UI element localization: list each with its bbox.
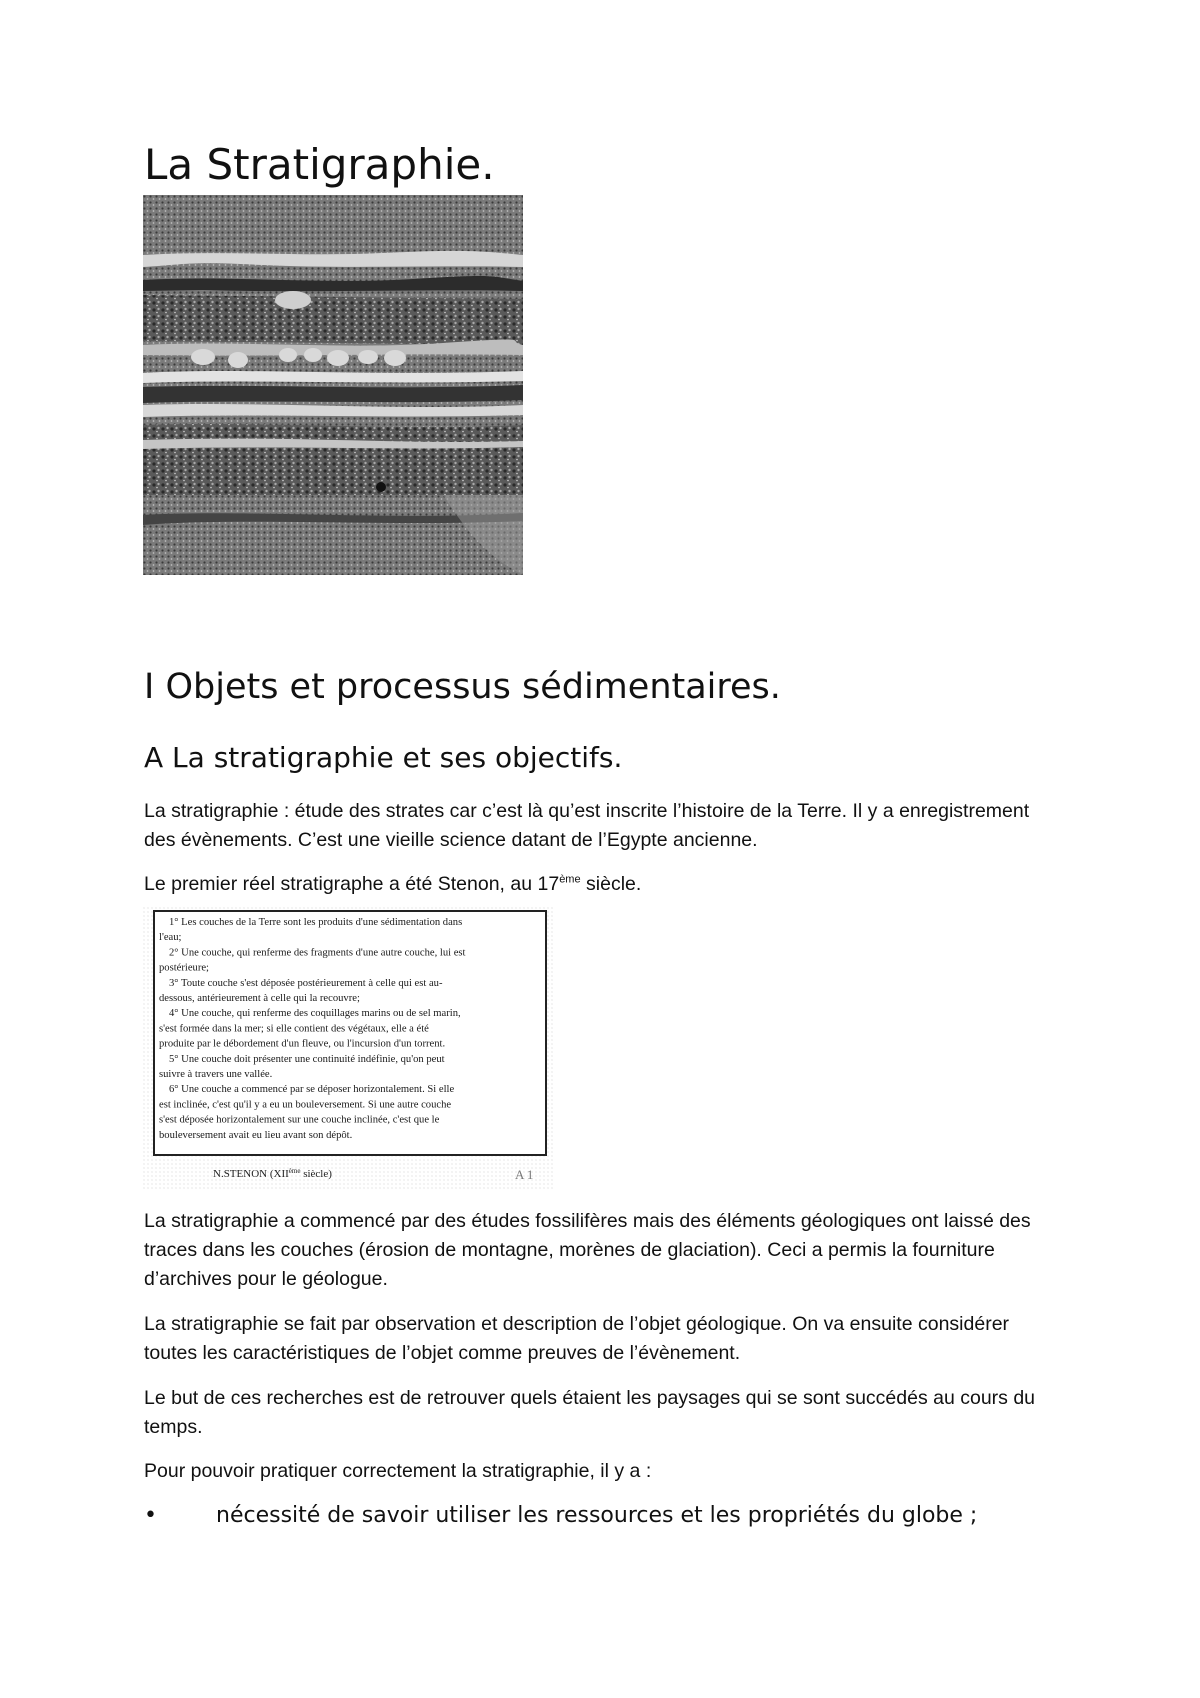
scan-text-line: 2° Une couche, qui renferme des fragments d'une autre couche, lui est	[169, 947, 466, 959]
scan-text-line: 1° Les couches de la Terre sont les produits d'une sédimentation dans	[169, 917, 463, 928]
stenon-scan-graphic	[143, 907, 553, 1191]
scan-text-line: s'est formée dans la mer; si elle contient des végétaux, elle a été	[159, 1023, 429, 1035]
scan-text-line: postérieure;	[159, 962, 210, 974]
strata-photo	[143, 195, 523, 575]
scan-text-line: est inclinée, c'est qu'il y a eu un bouleversement. Si une autre couche	[159, 1099, 452, 1111]
scan-text-line: 3° Toute couche s'est déposée postérieurement à celle qui est au-	[169, 977, 443, 989]
paragraph-definition: La stratigraphie : étude des strates car c’est là qu’est inscrite l’histoire de la Terre. Il y a enregistrement des évènements. C’est une vieille science datant de l’Egypte ancienne.	[144, 800, 1030, 851]
strata-photo-graphic	[143, 195, 523, 575]
subsection-heading: A La stratigraphie et ses objectifs.	[144, 741, 623, 774]
paragraph-stenon-text: Le premier réel stratigraphe a été Stenon, au 17	[144, 873, 560, 895]
scan-text-line: 4° Une couche, qui renferme des coquillages marins ou de sel marin,	[169, 1008, 461, 1020]
scan-text-line: 5° Une couche doit présenter une continuité indéfinie, qu'on peut	[169, 1053, 445, 1065]
scan-corner-mark: A 1	[515, 1167, 534, 1182]
paragraph-stenon	[144, 870, 1064, 899]
scan-text-line: produite par le débordement d'un fleuve, ou l'incursion d'un torrent.	[159, 1038, 446, 1050]
stenon-scan	[143, 907, 553, 1191]
paragraph-method: La stratigraphie se fait par observation et description de l’objet géologique. On va ensuite considérer toutes les caractéristiques de l’objet comme preuves de l’évènement.	[144, 1313, 1010, 1364]
scan-caption: N.STENON (XIIème siècle)	[213, 1167, 332, 1180]
paragraph-history: La stratigraphie a commencé par des études fossilifères mais des éléments géologiques ont laissé des traces dans les couches (érosion de montagne, morènes de glaciation). Ceci a permis la fourniture d’archives pour le géologue.	[144, 1210, 1031, 1290]
scan-text-line: s'est déposée horizontalement sur une couche inclinée, c'est que le	[159, 1114, 440, 1126]
scan-text-line: 6° Une couche a commencé par se déposer horizontalement. Si elle	[169, 1084, 455, 1096]
paragraph-stenon-end: siècle.	[580, 873, 642, 895]
paragraph-goal: Le but de ces recherches est de retrouver quels étaient les paysages qui se sont succédés au cours du temps.	[144, 1387, 1036, 1438]
document-title: La Stratigraphie.	[144, 140, 495, 189]
paragraph-requirements: Pour pouvoir pratiquer correctement la stratigraphie, il y a :	[144, 1460, 652, 1482]
section-heading: I Objets et processus sédimentaires.	[144, 667, 781, 707]
scan-text-line: l'eau;	[159, 932, 182, 944]
ordinal-superscript: ème	[559, 873, 581, 886]
list-item-text: nécessité de savoir utiliser les ressources et les propriétés du globe ;	[216, 1503, 978, 1528]
scan-text-line: suivre à travers une vallée.	[159, 1069, 273, 1080]
scan-text-line: bouleversement avait eu lieu avant son dépôt.	[159, 1129, 353, 1141]
bullet-icon: •	[144, 1503, 157, 1528]
scan-text-line: dessous, antérieurement à celle qui la recouvre;	[159, 993, 360, 1004]
